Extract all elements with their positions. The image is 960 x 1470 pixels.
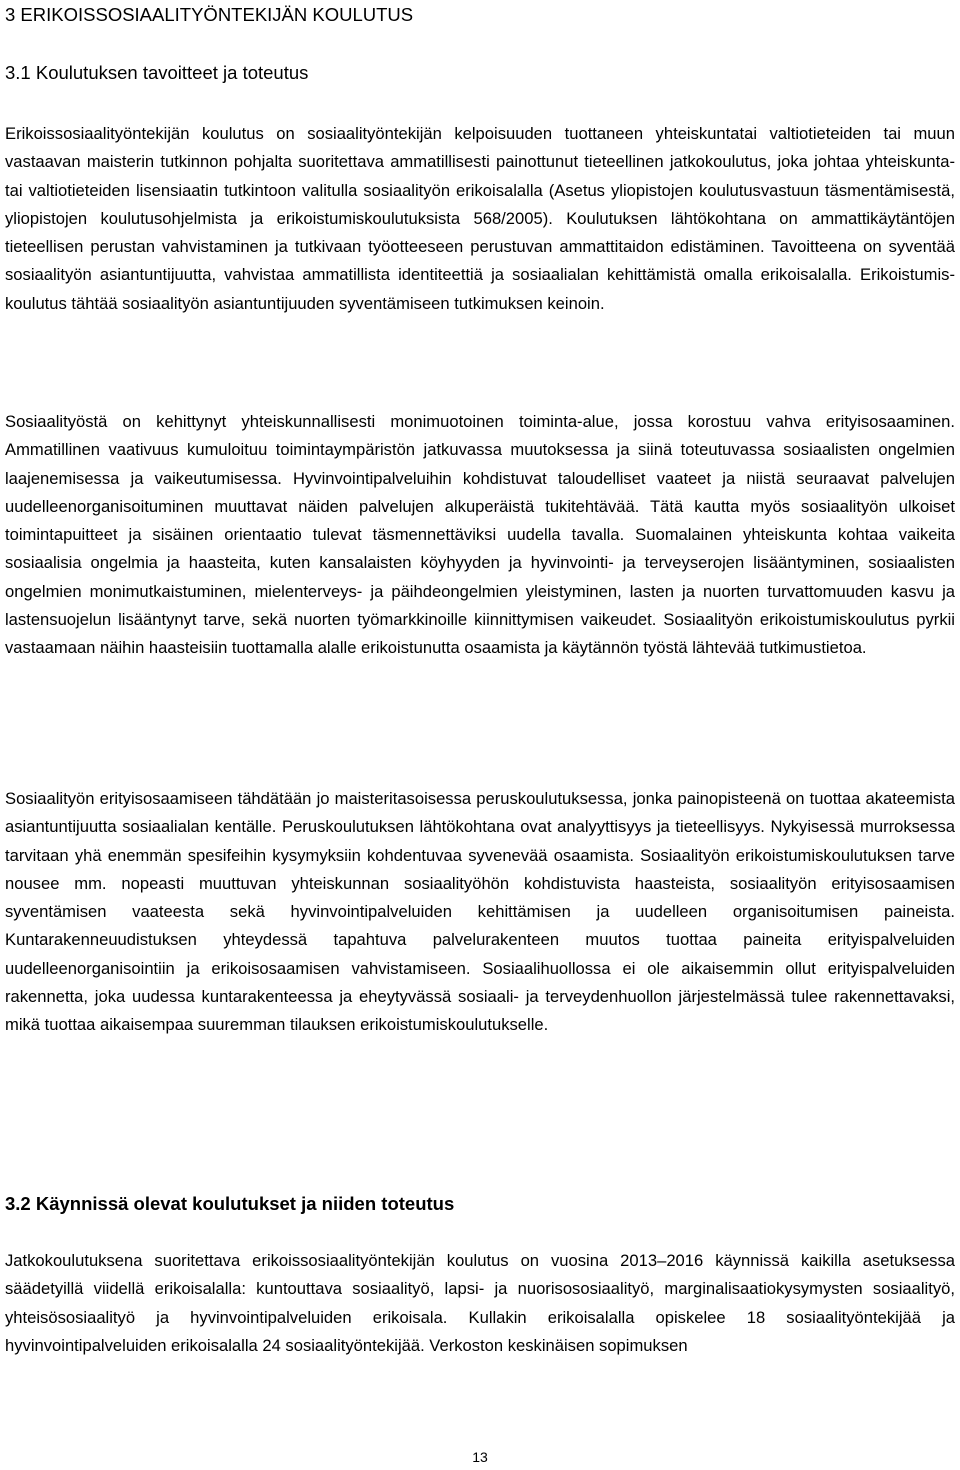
- chapter-title: 3 ERIKOISSOSIAALITYÖNTEKIJÄN KOULUTUS: [5, 4, 414, 25]
- paragraph-4: Jatkokoulutuksena suoritettava erikoissosiaalityöntekijän koulutus on vuosina 2013–2016 käynnissä kaikilla asetuksessa säädetyillä viidellä erikoisalalla: kuntouttava sosiaalityö, lapsi- ja nuorisososiaalityö, marginalisaatiokysymysten sosiaalityö, yhteisösosiaalityö ja hyvinvointipalveluiden erikoisala. Kullakin erikoisalalla opiskelee 18 sosiaalityöntekijää ja hyvinvointipalveluiden erikoisalalla 24 sosiaalityöntekijää. Verkoston keskinäisen sopimuksen: [5, 1251, 955, 1355]
- paragraph-3: Sosiaalityön erityisosaamiseen tähdätään jo maisteritasoisessa peruskoulutuksessa, jonka painopisteenä on tuottaa akateemista asiantuntijuutta sosiaalialan kentälle. Peruskoulutuksen lähtökohtana ovat analyyttisyys ja tieteellisyys. Nykyisessä murroksessa tarvitaan yhä enemmän spesifeihin kysymyksiin kohdentuvaa syvenevää osaamista. Sosiaalityön erikoistumiskoulutuksen tarve nousee mm. nopeasti muuttuvan yhteiskunnan sosiaalityöhön kohdistuvista haasteista, sosiaalityön erityisosaamisen syventämisen vaateesta sekä hyvinvointipalveluiden kehittämisen ja uudelleen organisoitumisen paineista. Kuntarakenneuudistuksen yhteydessä tapahtuva palvelurakenteen muutos tuottaa paineita erityispalveluiden uudelleenorganisointiin ja erikoisosaamisen vahvistamiseen. Sosiaalihuollossa ei ole aikaisemmin ollut erityispalveluiden rakennetta, joka uudessa kuntarakenteessa ja eheytyvässä sosiaali- ja terveydenhuollon järjestelmässä tulee rakennettavaksi, mikä tuottaa aikaisempaa suuremman tilauksen erikoistumiskoulutukselle.: [5, 789, 955, 1035]
- paragraph-2: Sosiaalityöstä on kehittynyt yhteiskunnallisesti monimuotoinen toiminta-alue, jossa korostuu vahva erityisosaaminen. Ammatillinen vaativuus kumuloituu toimintaympäristön jatkuvassa muutoksessa ja siinä toteutuvassa sosiaalisten ongelmien laajenemisessa ja vaikeutumisessa. Hyvinvointipalveluihin kohdistuvat taloudelliset vaateet ja niistä seuraavat palvelujen uudelleenorganisoituminen muuttavat näiden palvelujen alkuperäistä tukitehtävää. Tätä kautta myös sosiaalityön ulkoiset toimintapuitteet ja sisäinen orientaatio tulevat täsmennettäviksi uudella tavalla. Suomalainen yhteiskunta kohtaa vaikeita sosiaalisia ongelmia ja haasteita, kuten kansalaisten köyhyyden ja hyvinvointi- ja terveyserojen lisääntyminen, sosiaalisten ongelmien monimutkaistuminen, mielenterveys- ja päihdeongelmien yleistyminen, lasten ja nuorten turvattomuuden kasvu ja lastensuojelun lisääntynyt tarve, sekä nuorten työmarkkinoille kiinnittymisen vaikeudet. Sosiaalityön erikoistumiskoulutus pyrkii vastaamaan näihin haasteisiin tuottamalla alalle erikoistunutta osaamista ja käytännön työstä lähtevää tutkimustietoa.: [5, 412, 955, 658]
- section-title-3-1: 3.1 Koulutuksen tavoitteet ja toteutus: [5, 62, 309, 83]
- paragraph-1: Erikoissosiaalityöntekijän koulutus on sosiaalityöntekijän kelpoisuuden tuottaneen yhteiskuntatai valtiotieteiden tai muun vastaavan maisterin tutkinnon pohjalta suoritettava ammatillisesti painottunut tieteellinen jatkokoulutus, joka johtaa yhteiskunta- tai valtiotieteiden lisensiaatin tutkintoon valitulla sosiaalityön erikoisalalla (Asetus yliopistojen koulutusvastuun täsmentämisestä, yliopistojen koulutusohjelmista ja erikoistumiskoulutuksista 568/2005). Koulutuksen lähtökohtana on ammattikäytäntöjen tieteellisen perustan vahvistaminen ja tutkivaan työotteeseen perustuvan ammattitaidon edistäminen. Tavoitteena on syventää sosiaalityön asiantuntijuutta, vahvistaa ammatillista identiteettiä ja sosiaalialan kehittämistä omalla erikoisalalla. Erikoistumiskoulutus tähtää sosiaalityön asiantuntijuuden syventämiseen tutkimuksen keinoin.: [5, 124, 955, 313]
- section-title-3-2: 3.2 Käynnissä olevat koulutukset ja niiden toteutus: [5, 1193, 455, 1214]
- page-number: 13: [472, 1449, 488, 1465]
